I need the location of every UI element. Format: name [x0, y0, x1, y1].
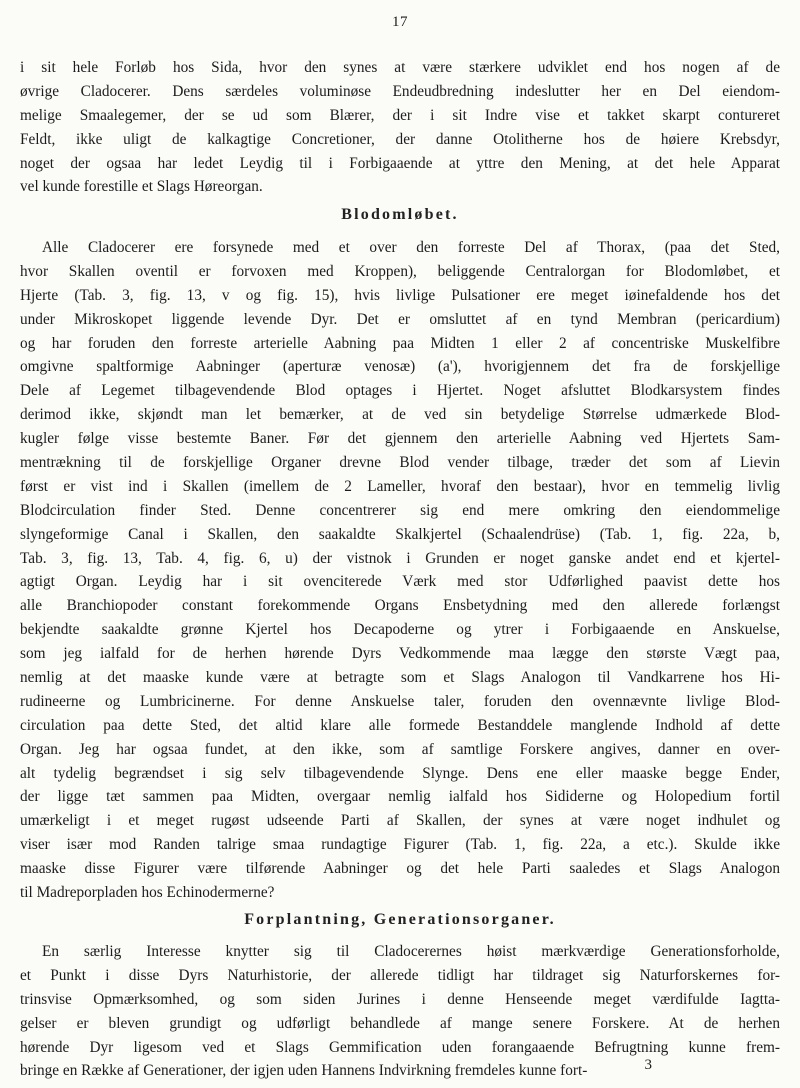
text-line: som jeg ialfald for de herhen hørende Dyrs Vedkommende maa lægge den største Vægt paa, — [20, 645, 780, 663]
text-line: trinsvise Opmærksomhed, og som siden Jurines i denne Henseende meget værdifulde Iagtta- — [20, 990, 780, 1008]
page-number: 17 — [392, 14, 408, 30]
text-line: noget der ogsaa har ledet Leydig til i Forbigaaende at yttre den Mening, at det hele Apparat — [20, 154, 780, 172]
text-line: et Punkt i disse Dyrs Naturhistorie, der allerede tidligt har tildraget sig Naturforskernes for- — [20, 966, 780, 984]
signature-mark: 3 — [644, 1057, 652, 1073]
text-line: viser især mod Randen talrige smaa rundagtige Figurer (Tab. 1, fig. 22a, a etc.). Skulde ikke — [20, 836, 780, 854]
text-line: vel kunde forestille et Slags Høreorgan. — [20, 178, 263, 196]
text-line: rudineerne og Lumbricinerne. For denne Anskuelse taler, foruden den ovennævnte livlige Blod- — [20, 692, 780, 710]
section-heading-forplantning: Forplantning, Generationsorganer. — [244, 911, 556, 928]
text-line: Dele af Legemet tilbagevendende Blod optages i Hjertet. Noget afsluttet Blodkarsystem findes — [20, 382, 780, 400]
text-line: bekjendte saakaldte grønne Kjertel hos Decapoderne og ytrer i Forbigaaende en Anskuelse, — [20, 621, 780, 639]
text-line: til Madreporpladen hos Echinodermerne? — [20, 884, 275, 902]
text-line: omgivne spaltformige Aabninger (aperturæ venosæ) (a'), hvorigjennem det fra de forskjellige — [20, 358, 780, 376]
text-line: En særlig Interesse knytter sig til Cladocerernes høist mærkværdige Generationsforholde, — [42, 943, 780, 960]
text-line: mentrækning til de forskjellige Organer drevne Blod vender tilbage, træder det som af Lievin — [20, 454, 780, 472]
text-line: Alle Cladocerer ere forsynede med et over den forreste Del af Thorax, (paa det Sted, — [42, 239, 780, 256]
text-line: Hjerte (Tab. 3, fig. 13, v og fig. 15), hvis livlige Pulsationer ere meget iøinefaldende hos det — [20, 286, 780, 304]
text-line: alt tydelig begrændset i sig selv tilbagevendende Slynge. Dens ene eller maaske begge Ender, — [20, 764, 780, 782]
text-line: nemlig at det maaske kunde være at betragte som et Slags Analogon til Vandkarrene hos Hi- — [20, 669, 780, 687]
text-line: alle Branchiopoder constant forekommende Organs Ensbetydning med den allerede forlængst — [20, 597, 780, 615]
text-line: kugler følge visse bestemte Baner. Før det gjennem den arterielle Aabning ved Hjertets Sam- — [20, 430, 780, 448]
text-line: Organ. Jeg har ogsaa fundet, at den ikke, som af samtlige Forskere angives, danner en over- — [20, 740, 780, 758]
intro-paragraph — [20, 56, 780, 199]
text-line: Blodcirculation finder Sted. Denne concentrerer sig end mere omkring den eiendommelige — [20, 501, 780, 519]
section-heading-blodomlobet: Blodomløbet. — [341, 206, 459, 223]
text-line: øvrige Cladocerer. Dens særdeles voluminøse Endeudbredning indeslutter her en Del eiendom- — [20, 82, 780, 100]
text-line: bringe en Række af Generationer, der igjen uden Hannens Indvirkning fremdeles kunne fort- — [20, 1062, 588, 1080]
text-line: melige Smaalegemer, der se ud som Blærer, der i sit Indre vise et takket skarpt contureret — [20, 106, 780, 124]
text-line: Feldt, ikke uligt de kalkagtige Concretioner, der danne Otolitherne hos de høiere Krebsdyr, — [20, 130, 780, 148]
text-line: og har foruden den forreste arterielle Aabning paa Midten 1 eller 2 af concentriske Muskelfibre — [20, 334, 780, 352]
text-line: under Mikroskopet liggende levende Dyr. Det er omsluttet af en tynd Membran (pericardium) — [20, 310, 780, 328]
text-line: hørende Dyr ligesom ved et Slags Gemmification uden forangaaende Befrugtning kunne frem- — [20, 1038, 780, 1056]
text-line: umærkeligt i et meget rugøst udseende Parti af Skallen, der synes at være noget indhulet og — [20, 812, 780, 830]
text-line: i sit hele Forløb hos Sida, hvor den synes at være stærkere udviklet end hos nogen af de — [20, 59, 780, 76]
text-line: Tab. 3, fig. 13, Tab. 4, fig. 6, u) der vistnok i Grunden er noget ganske andet end et kjertel- — [20, 549, 780, 567]
text-line: først er vist ind i Skallen (imellem de 2 Lameller, hvoraf den bestaar), hvor en temmelig livlig — [20, 477, 780, 495]
text-line: slyngeformige Canal i Skallen, den saakaldte Skalkjertel (Schaalendrüse) (Tab. 1, fig. 22a, b, — [20, 525, 780, 543]
text-line: gelser er bleven grundigt og udførligt behandlede af mange senere Forskere. At de herhen — [20, 1014, 780, 1032]
text-line: circulation paa dette Sted, det altid klare alle formede Bestanddele manglende Indhold af dette — [20, 716, 780, 734]
text-line: agtigt Organ. Leydig har i sit ovenciterede Værk med stor Udførlighed paavist dette hos — [20, 573, 780, 591]
blodomlobet-paragraph — [20, 236, 780, 905]
document-page — [20, 0, 780, 1088]
text-line: derimod ikke, skjøndt man let bemærker, at de ved sin betydelige Størrelse udmærkede Blod- — [20, 406, 780, 424]
text-line: hvor Skallen oventil er forvoxen med Kroppen), beliggende Centralorgan for Blodomløbet, et — [20, 262, 780, 280]
text-line: maaske disse Figurer være tilførende Aabninger og det hele Parti saaledes et Slags Analogon — [20, 860, 780, 878]
text-line: der ligge tæt sammen paa Midten, overgaar nemlig ialfald hos Sididerne og Holopedium fortil — [20, 788, 780, 806]
forplantning-paragraph — [20, 940, 780, 1083]
